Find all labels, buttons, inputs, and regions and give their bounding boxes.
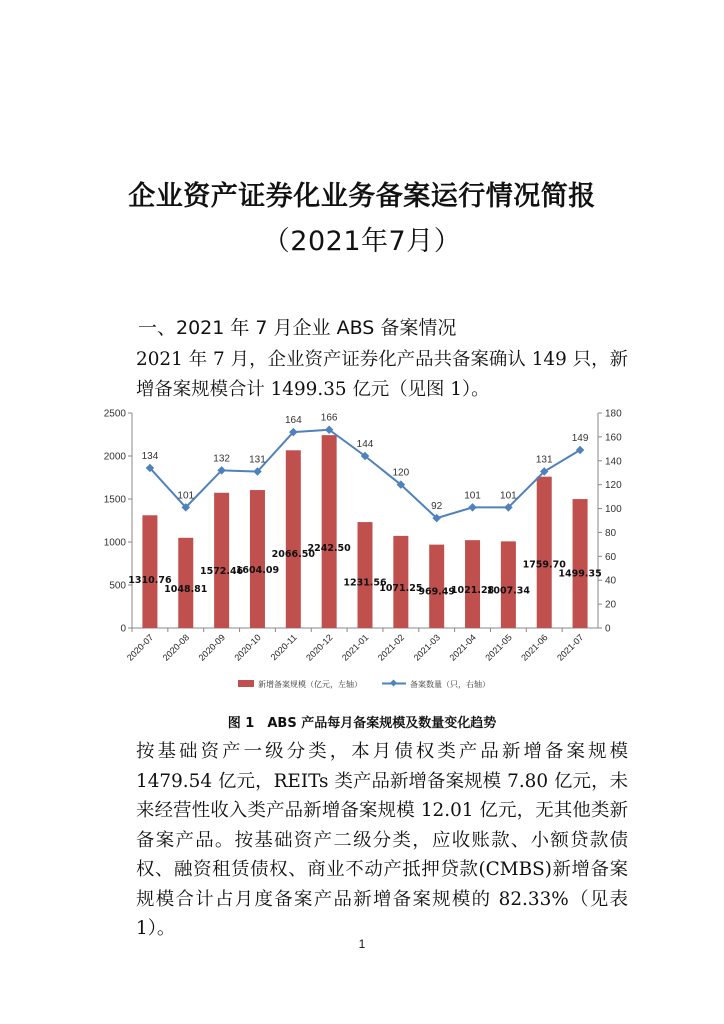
left-axis-tick-label: 1500 (103, 494, 126, 506)
count-value-label: 131 (535, 454, 553, 466)
page-number: 1 (358, 937, 366, 951)
section-heading: 一、2021 年 7 月企业 ABS 备案情况 (138, 317, 457, 339)
abs-monthly-chart (96, 402, 636, 702)
count-value-label: 164 (284, 415, 302, 427)
category-label: 2020-09 (196, 632, 228, 663)
bar (250, 490, 265, 628)
document-title: 企业资产证券化业务备案运行情况简报 (128, 181, 596, 212)
right-axis-tick-label: 40 (605, 575, 617, 587)
right-axis-tick-label: 0 (605, 623, 611, 635)
legend-line-label: 备案数量（只，右轴） (410, 680, 490, 689)
right-axis-tick-label: 80 (605, 527, 617, 539)
category-label: 2020-12 (304, 632, 335, 663)
count-value-label: 134 (141, 450, 159, 462)
left-axis-tick-label: 500 (109, 580, 126, 592)
bar-value-label: 1021.28 (450, 584, 495, 596)
category-label: 2021-05 (483, 632, 514, 663)
category-label: 2021-02 (375, 632, 407, 663)
count-point (576, 446, 584, 454)
legend-bar-label: 新增备案规模（亿元，左轴） (258, 680, 362, 689)
bar (358, 522, 373, 628)
left-axis-tick-label: 2000 (103, 451, 126, 463)
bar-value-label: 1759.70 (522, 559, 566, 571)
left-axis-tick-label: 2500 (103, 408, 126, 420)
category-label: 2021-03 (411, 632, 443, 663)
count-value-label: 101 (464, 490, 481, 502)
legend-bar-swatch (238, 680, 254, 687)
category-label: 2020-07 (124, 632, 156, 663)
count-value-label: 92 (431, 501, 443, 513)
count-point (468, 503, 476, 511)
bar (322, 435, 337, 628)
count-value-label: 132 (213, 453, 230, 465)
bar (393, 536, 408, 628)
bar-value-label: 1231.56 (343, 577, 387, 589)
figure-caption: 图 1 ABS 产品每月备案规模及数量变化趋势 (227, 716, 497, 731)
right-axis-tick-label: 120 (605, 480, 622, 492)
paragraph-1: 2021 年 7 月，企业资产证券化产品共备案确认 149 只，新增备案规模合计 1499.35 亿元（见图 1）。 (136, 349, 628, 400)
bar-value-label: 1007.34 (486, 585, 531, 597)
category-label: 2021-07 (555, 632, 586, 663)
bar-value-label: 2242.50 (307, 542, 351, 554)
right-axis-tick-label: 180 (605, 408, 622, 420)
bar (286, 450, 301, 628)
bar-value-label: 1048.81 (164, 583, 208, 595)
count-value-label: 101 (500, 490, 517, 502)
category-label: 2020-08 (160, 632, 192, 663)
count-value-label: 101 (177, 490, 195, 502)
bar-value-label: 1071.25 (379, 583, 423, 595)
category-label: 2020-10 (232, 632, 263, 663)
bar-value-label: 1310.76 (128, 574, 172, 586)
count-value-label: 144 (356, 439, 374, 450)
bar-value-label: 969.49 (418, 586, 456, 598)
count-value-label: 120 (392, 467, 410, 479)
right-axis-tick-label: 20 (605, 599, 617, 611)
right-axis-tick-label: 60 (605, 551, 617, 563)
category-label: 2020-11 (268, 632, 299, 663)
count-value-label: 149 (571, 433, 589, 445)
category-label: 2021-06 (519, 632, 550, 663)
category-label: 2021-04 (447, 632, 478, 663)
document-subtitle: （2021年7月） (262, 226, 462, 257)
bar (214, 493, 229, 628)
count-value-label: 166 (320, 412, 338, 424)
count-value-label: 131 (249, 454, 266, 466)
bar (178, 538, 193, 628)
bar-value-label: 1572.46 (199, 565, 244, 577)
bar (573, 499, 588, 628)
paragraph-2: 按基础资产一级分类，本月债权类产品新增备案规模 1479.54 亿元，REITs 类产品新增备案规模 7.80 亿元，未来经营性收入类产品新增备案规模 12.01 亿元，无其他类新备案产品。按基础资产二级分类，应收账款、小额贷款债权、融资租赁债权、商业不动产抵押贷款(CMBS)新增备案规模合计占月度备案产品新增备案规模的 82.33%（见表 1）。 (136, 741, 628, 939)
bar (142, 515, 157, 628)
right-axis-tick-label: 100 (605, 504, 622, 516)
bar-value-label: 1499.35 (558, 568, 602, 580)
right-axis-tick-label: 140 (605, 456, 622, 468)
category-label: 2021-01 (339, 632, 371, 663)
bar-value-label: 1604.09 (235, 564, 280, 576)
left-axis-tick-label: 1000 (103, 537, 126, 549)
bar-value-label: 2066.50 (271, 548, 315, 560)
legend-line-marker (390, 679, 397, 686)
left-axis-tick-label: 0 (120, 623, 126, 635)
right-axis-tick-label: 160 (605, 432, 622, 444)
bar (537, 477, 552, 628)
